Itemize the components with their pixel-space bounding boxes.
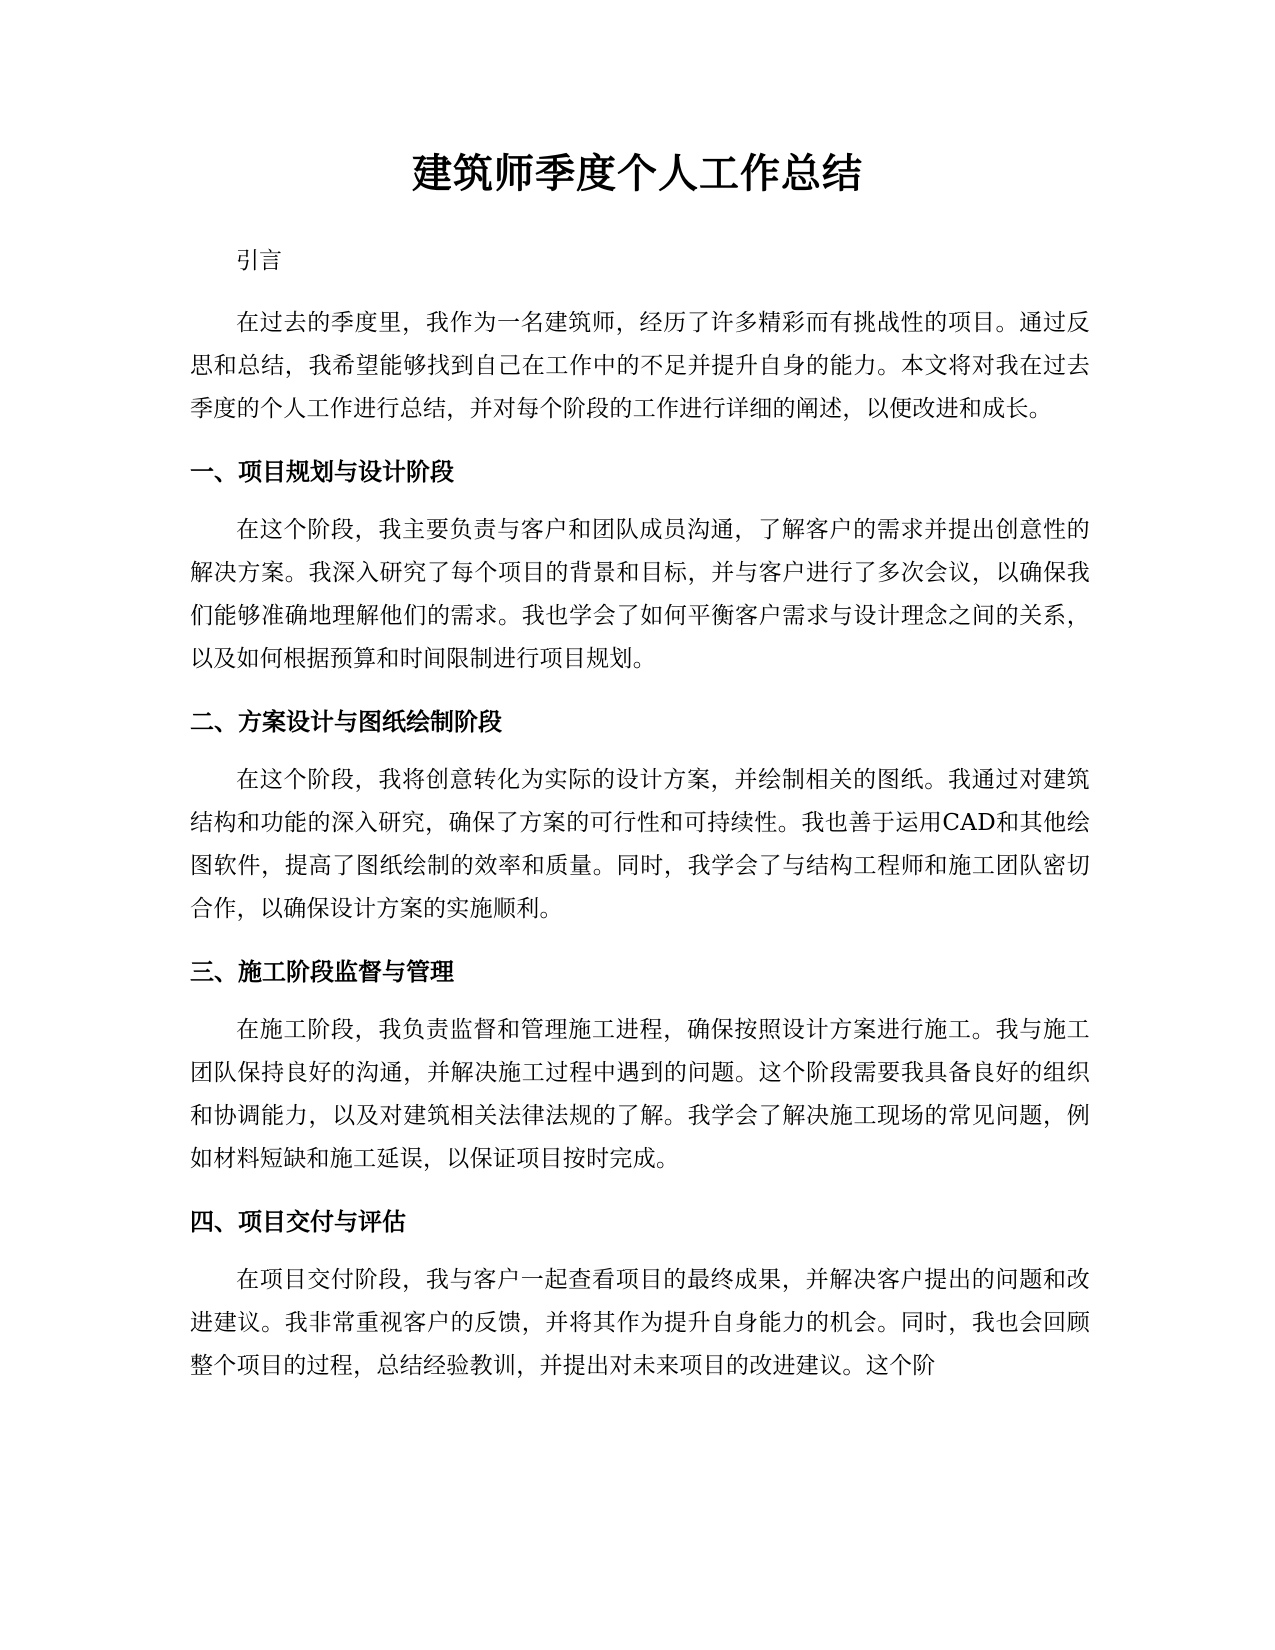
intro-label: 引言 (236, 248, 282, 274)
section-paragraph-drawing: 在这个阶段，我将创意转化为实际的设计方案，并绘制相关的图纸。我通过对建筑结构和功能的深入研究，确保了方案的可行性和可持续性。我也善于运用CAD和其他绘图软件，提高了图纸绘制的效率和质量。同时，我学会了与结构工程师和施工团队密切合作，以确保设计方案的实施顺利。 (190, 767, 1090, 922)
section-heading-drawing: 二、方案设计与图纸绘制阶段 (190, 708, 502, 736)
section-paragraph-delivery: 在项目交付阶段，我与客户一起查看项目的最终成果，并解决客户提出的问题和改进建议。我非常重视客户的反馈，并将其作为提升自身能力的机会。同时，我也会回顾整个项目的过程，总结经验教训，并提出对未来项目的改进建议。这个阶 (190, 1267, 1090, 1379)
document-title: 建筑师季度个人工作总结 (412, 151, 863, 197)
section-heading-delivery: 四、项目交付与评估 (190, 1208, 406, 1236)
section-heading-construction: 三、施工阶段监督与管理 (190, 958, 454, 986)
section-paragraph-planning: 在这个阶段，我主要负责与客户和团队成员沟通，了解客户的需求并提出创意性的解决方案。我深入研究了每个项目的背景和目标，并与客户进行了多次会议，以确保我们能够准确地理解他们的需求。我也学会了如何平衡客户需求与设计理念之间的关系，以及如何根据预算和时间限制进行项目规划。 (190, 517, 1090, 672)
document-body (190, 240, 1090, 1388)
section-paragraph-construction: 在施工阶段，我负责监督和管理施工进程，确保按照设计方案进行施工。我与施工团队保持良好的沟通，并解决施工过程中遇到的问题。这个阶段需要我具备良好的组织和协调能力，以及对建筑相关法律法规的了解。我学会了解决施工现场的常见问题，例如材料短缺和施工延误，以保证项目按时完成。 (190, 1017, 1090, 1172)
section-heading-planning: 一、项目规划与设计阶段 (190, 458, 454, 486)
intro-paragraph: 在过去的季度里，我作为一名建筑师，经历了许多精彩而有挑战性的项目。通过反思和总结，我希望能够找到自己在工作中的不足并提升自身的能力。本文将对我在过去季度的个人工作进行总结，并对每个阶段的工作进行详细的阐述，以便改进和成长。 (190, 310, 1090, 422)
